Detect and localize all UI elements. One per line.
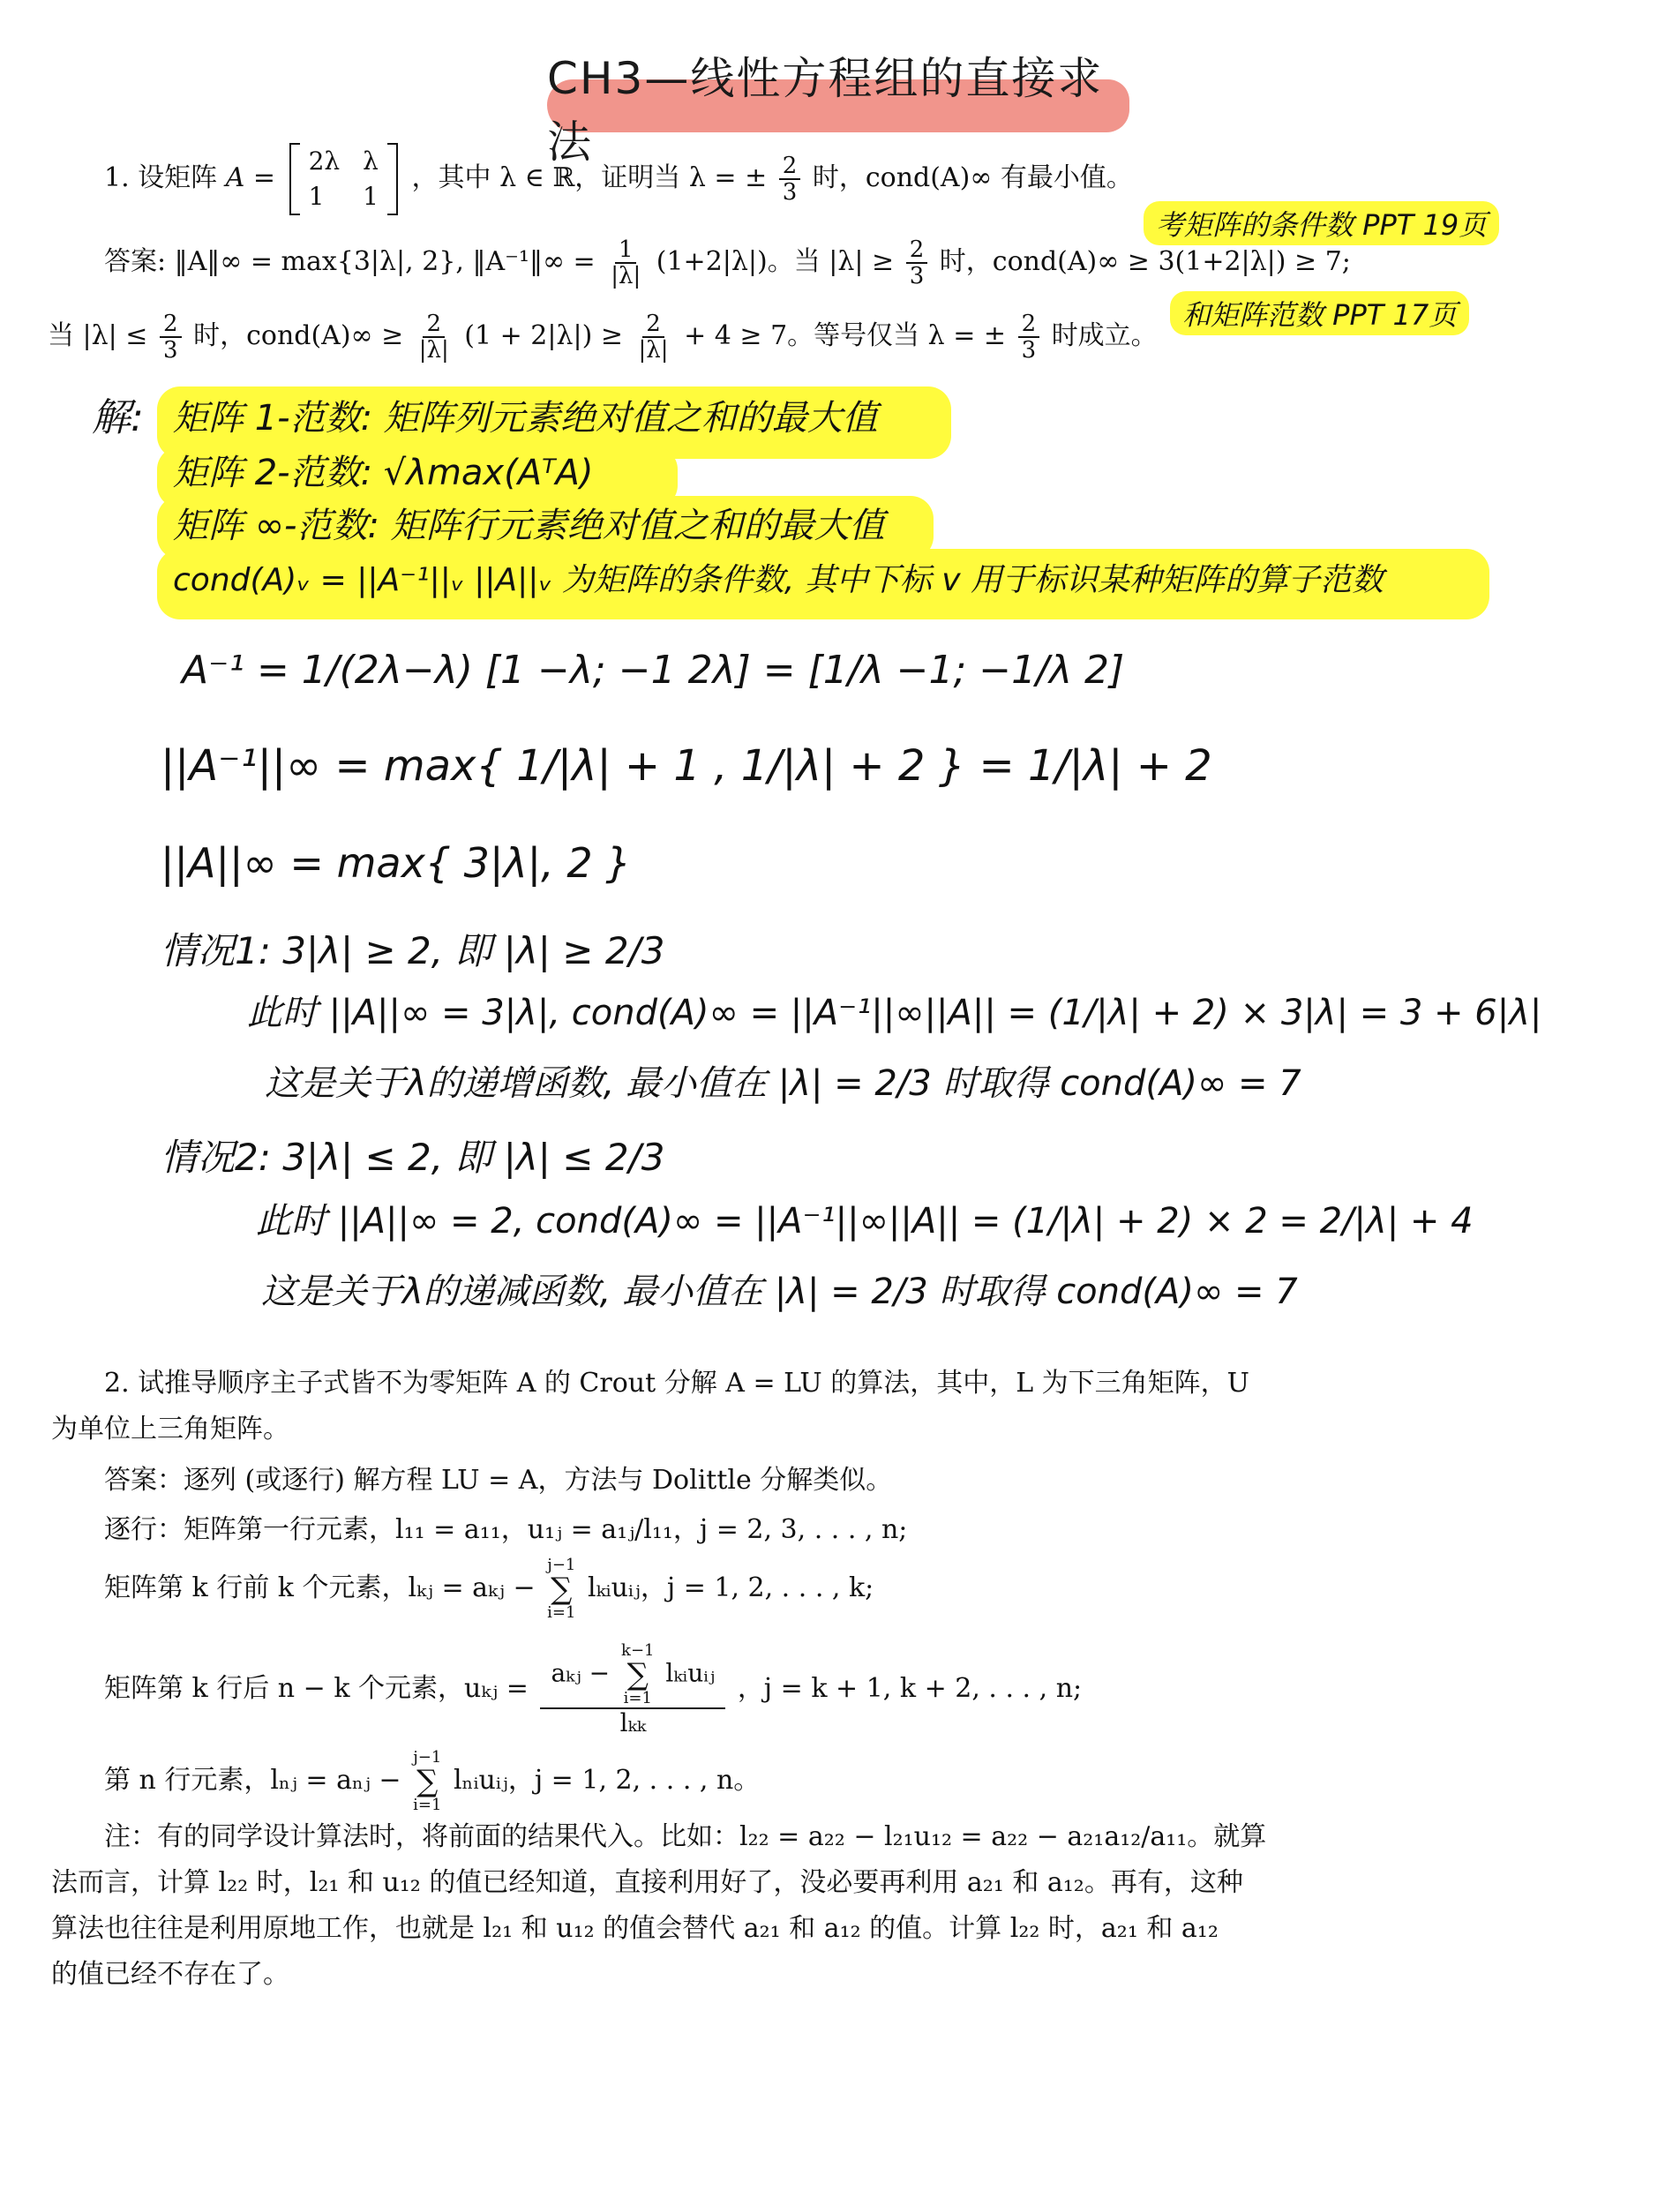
answer2-part-d: + 4 ≥ 7。等号仅当 λ = ± [684,320,1007,351]
definition-norm2: 矩阵 2-范数: √λmax(AᵀA) [173,453,594,493]
case2-heading: 情况2: 3|λ| ≤ 2, 即 |λ| ≤ 2/3 [161,1136,665,1179]
fraction-two-thirds [160,311,182,363]
answer2-part-c: (1 + 2|λ|) ≥ [464,320,623,351]
fraction-denominator: 3 [782,179,798,206]
summation-upper: k−1 [621,1641,655,1660]
summation-lower: i=1 [547,1603,576,1622]
rown-prefix: 第 n 行元素，lₙⱼ = aₙⱼ − [104,1765,401,1796]
answer2-part-b: 时，cond(A)∞ ≥ [193,320,404,351]
matrix-entry: 1 [363,182,379,211]
fraction-denominator: 3 [909,263,925,289]
rowk-back-num-b: lₖᵢuᵢⱼ [665,1658,716,1688]
fraction-denominator: 3 [162,337,178,364]
matrix-label: A = [225,162,276,193]
margin-note-matrix-norm: 和矩阵范数 PPT 17页 [1170,291,1469,335]
case1-conclusion: 这是关于λ的递增函数, 最小值在 |λ| = 2/3 时取得 cond(A)∞ = 7 [265,1063,1301,1104]
fraction-denominator: |λ| [418,337,449,364]
problem1-question [104,143,1133,215]
rowk-back-fraction [540,1642,725,1737]
fraction-numerator: 2 [779,154,801,180]
problem2-answer: 答案：逐列 (或逐行) 解方程 LU = A，方法与 Dolittle 分解类似。 [104,1465,893,1496]
definition-norm1: 矩阵 1-范数: 矩阵列元素绝对值之和的最大值 [173,398,878,439]
sigma-icon: ∑ [551,1572,573,1607]
fraction-two-thirds [779,154,801,205]
sigma-icon: ∑ [416,1764,439,1799]
fraction-numerator: 2 [642,311,664,338]
problem2-note-line4: 的值已经不存在了。 [51,1959,289,1990]
fraction-two-thirds [1018,311,1040,363]
problem2-question-line2: 为单位上三角矩阵。 [51,1414,289,1444]
summation-upper: j−1 [547,1556,576,1574]
fraction-numerator: 2 [906,237,928,264]
case1-detail: 此时 ||A||∞ = 3|λ|, cond(A)∞ = ||A⁻¹||∞||A|| = (1/|λ| + 2) × 3|λ| = 3 + 6|λ| [247,993,1542,1033]
fraction-two-over-lambda [635,311,672,363]
rown-suffix: lₙᵢuᵢⱼ，j = 1, 2, . . . , n。 [453,1765,761,1796]
page-title: CH3—线性方程组的直接求法 [547,53,1104,168]
a-norm: ||A||∞ = max{ 3|λ|, 2 } [161,839,632,887]
answer2-part-a: 当 |λ| ≤ [48,320,148,351]
fraction-numerator [540,1642,725,1709]
summation-upper: j−1 [413,1748,442,1767]
problem1-mid: ，其中 λ ∈ ℝ，证明当 λ = ± [411,162,768,193]
fraction-numerator: 2 [1018,311,1040,338]
problem1-answer-line2 [48,305,1158,367]
inverse-norm: ||A⁻¹||∞ = max{ 1/|λ| + 1 , 1/|λ| + 2 } = 1/|λ| + 2 [161,741,1212,791]
summation-symbol [621,1642,654,1707]
fraction-numerator: 2 [423,311,445,338]
fraction-two-over-lambda [416,311,453,363]
problem2-note-line1: 注：有的同学设计算法时，将前面的结果代入。比如：l₂₂ = a₂₂ − l₂₁u₁₂ = a₂₂ − a₂₁a₁₂/a₁₁。就算 [104,1821,1267,1852]
problem2-note-line3: 算法也往往是利用原地工作，也就是 l₂₁ 和 u₁₂ 的值会替代 a₂₁ 和 a₁₂ 的值。计算 l₂₂ 时，a₂₁ 和 a₁₂ [51,1913,1219,1944]
fraction-denominator: lₖₖ [619,1708,647,1737]
inverse-matrix: A⁻¹ = 1/(2λ−λ) [1 −λ; −1 2λ] = [1/λ −1; −1/λ 2] [182,648,1125,693]
margin-note-condition-number: 考矩阵的条件数 PPT 19页 [1144,201,1499,245]
problem2-row1: 逐行：矩阵第一行元素，l₁₁ = a₁₁，u₁ⱼ = a₁ⱼ/l₁₁，j = 2, 3, . . . , n; [104,1514,908,1545]
case2-detail: 此时 ||A||∞ = 2, cond(A)∞ = ||A⁻¹||∞||A|| = (1/|λ| + 2) × 2 = 2/|λ| + 4 [256,1201,1474,1242]
summation-symbol [413,1749,441,1814]
matrix-left-bracket [289,143,300,215]
rowk-front-prefix: 矩阵第 k 行前 k 个元素，lₖⱼ = aₖⱼ − [104,1572,536,1603]
matrix-A-entries [300,143,387,215]
fraction-numerator: 1 [615,237,637,264]
fraction-one-over-lambda [607,237,644,289]
title-block [547,53,1129,168]
rowk-front-suffix: lₖᵢuᵢⱼ，j = 1, 2, . . . , k; [588,1572,874,1603]
problem2-question-line1: 2. 试推导顺序主子式皆不为零矩阵 A 的 Crout 分解 A = LU 的算法，其中，L 为下三角矩阵，U [104,1368,1249,1399]
matrix-entry: 1 [308,182,325,211]
summation-symbol [547,1557,575,1622]
answer1-part-c: 时，cond(A)∞ ≥ 3(1+2|λ|) ≥ 7; [939,246,1351,277]
solution-label: 解: [92,395,144,440]
definition-condition-number: cond(A)ᵥ = ||A⁻¹||ᵥ ||A||ᵥ 为矩阵的条件数, 其中下标 v 用于标识某种矩阵的算子范数 [173,562,1384,598]
summation-lower: i=1 [413,1796,442,1814]
rowk-back-prefix: 矩阵第 k 行后 n − k 个元素，uₖⱼ = [104,1673,529,1704]
matrix-entry: 2λ [308,146,341,176]
fraction-denominator: 3 [1021,337,1037,364]
problem2-rowk-front [104,1553,874,1624]
matrix-A [289,143,398,215]
fraction-numerator: 2 [160,311,182,338]
fraction-denominator: |λ| [638,337,669,364]
sigma-icon: ∑ [626,1657,649,1692]
fraction-two-thirds [906,237,928,289]
problem2-note-line2: 法而言，计算 l₂₂ 时，l₂₁ 和 u₁₂ 的值已经知道，直接利用好了，没必要再利用 a₂₁ 和 a₁₂。再有，这种 [51,1867,1243,1898]
rowk-back-num-a: aₖⱼ − [551,1658,611,1688]
definition-norm-inf: 矩阵 ∞-范数: 矩阵行元素绝对值之和的最大值 [173,506,885,546]
fraction-denominator: |λ| [611,263,641,289]
matrix-right-bracket [387,143,398,215]
rowk-back-suffix: ，j = k + 1, k + 2, . . . , n; [737,1673,1083,1704]
problem2-rown [104,1745,760,1816]
case1-heading: 情况1: 3|λ| ≥ 2, 即 |λ| ≥ 2/3 [161,929,665,972]
matrix-entry: λ [363,146,379,176]
answer2-part-e: 时成立。 [1051,320,1158,351]
summation-lower: i=1 [623,1689,652,1707]
problem1-prefix: 1. 设矩阵 [104,162,218,193]
problem1-suffix: 时，cond(A)∞ 有最小值。 [812,162,1133,193]
answer1-part-b: (1+2|λ|)。当 |λ| ≥ [656,246,895,277]
problem2-rowk-back [104,1627,1082,1751]
answer1-part-a: 答案: ‖A‖∞ = max{3|λ|, 2}, ‖A⁻¹‖∞ = [104,246,596,277]
case2-conclusion: 这是关于λ的递减函数, 最小值在 |λ| = 2/3 时取得 cond(A)∞ = 7 [261,1272,1298,1312]
